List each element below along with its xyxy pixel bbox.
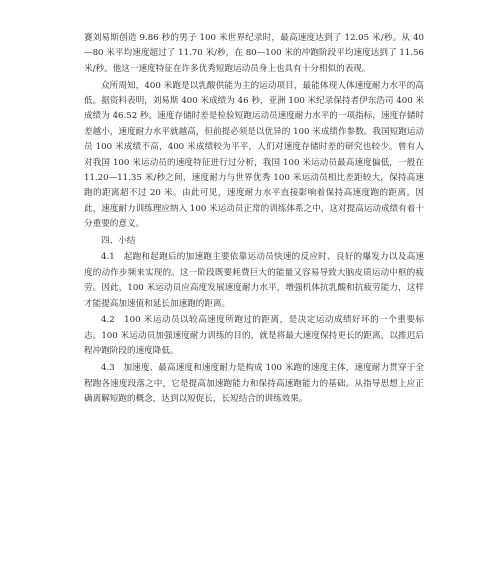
- summary-item-4-1: 4.1 起跑和起跑后的加速跑主要依靠运动员快速的反应时、良好的爆发力以及高速度的动作步频来实现的。这一阶段既要耗费巨大的能量又容易导致大脑皮质运动中枢的疲劳。因此，100 米运动员应高度发展速度耐力水平，增强机体抗乳酸和抗疲劳能力，这样才能提高加速值和延长加速跑的距离。: [84, 252, 424, 309]
- section-heading-summary: 四、小结: [101, 236, 136, 247]
- summary-item-4-2: 4.2 100 米运动员以较高速度所跑过的距离，是决定运动成绩好坏的一个重要标志。100 米运动员加强速度耐力训练的目的，就是将最大速度保持更长的距离，以推迟后程冲跑阶段的速度降低。: [84, 315, 424, 357]
- paragraph-400m-speed-endurance: 众所周知，400 米跑是以乳酸供能为主的运动项目，最能体现人体速度耐力水平的高低。据资料表明，刘易斯 400 米成绩为 46 秒，亚洲 100 米纪录保持者伊东浩司 400 米成绩为 46.52 秒。速度存储时差是检验短跑运动员速度耐力水平的一项指标，速度存储时差越小，速度耐力水平就越高，但前提必须是以优异的 100 米成绩作参数。我国短跑运动员 100 米成绩不高，400 米成绩较为平平，人们对速度存储时差的研究也较少。曾有人对我国 100 米运动员的速度特征进行过分析，我国 100 米运动员最高速度偏低，一般在 11.20—11.35 米/秒之间，速度耐力与世界优秀 100 米运动员相比差距较大，保持高速跑的距离超不过 20 米。由此可见，速度耐力水平直接影响着保持高速度跑的距离。因此，速度耐力训练理应纳入 100 米运动员正常的训练体系之中，这对提高运动成绩有着十分重要的意义。: [84, 80, 424, 230]
- paragraph-continuation: 赛刘易斯创造 9.86 秒的男子 100 米世界纪录时，最高速度达到了 12.05 米/秒。从 40—80 米平均速度超过了 11.70 米/秒，在 80—100 米的冲跑阶段平均速度达到了 11.56 米/秒。他这一速度特征在许多优秀短跑运动员身上也具有十分相似的表现。: [84, 33, 424, 74]
- article-body: [84, 31, 424, 409]
- summary-item-4-3: 4.3 加速度、最高速度和速度耐力是构成 100 米跑的速度主体，速度耐力贯穿于全程跑各速度段落之中，它是提高加速跑能力和保持高速跑能力的基础。从指导思想上应正确离解短跑的概念，达到以短促长，长短结合的训练效果。: [84, 363, 424, 404]
